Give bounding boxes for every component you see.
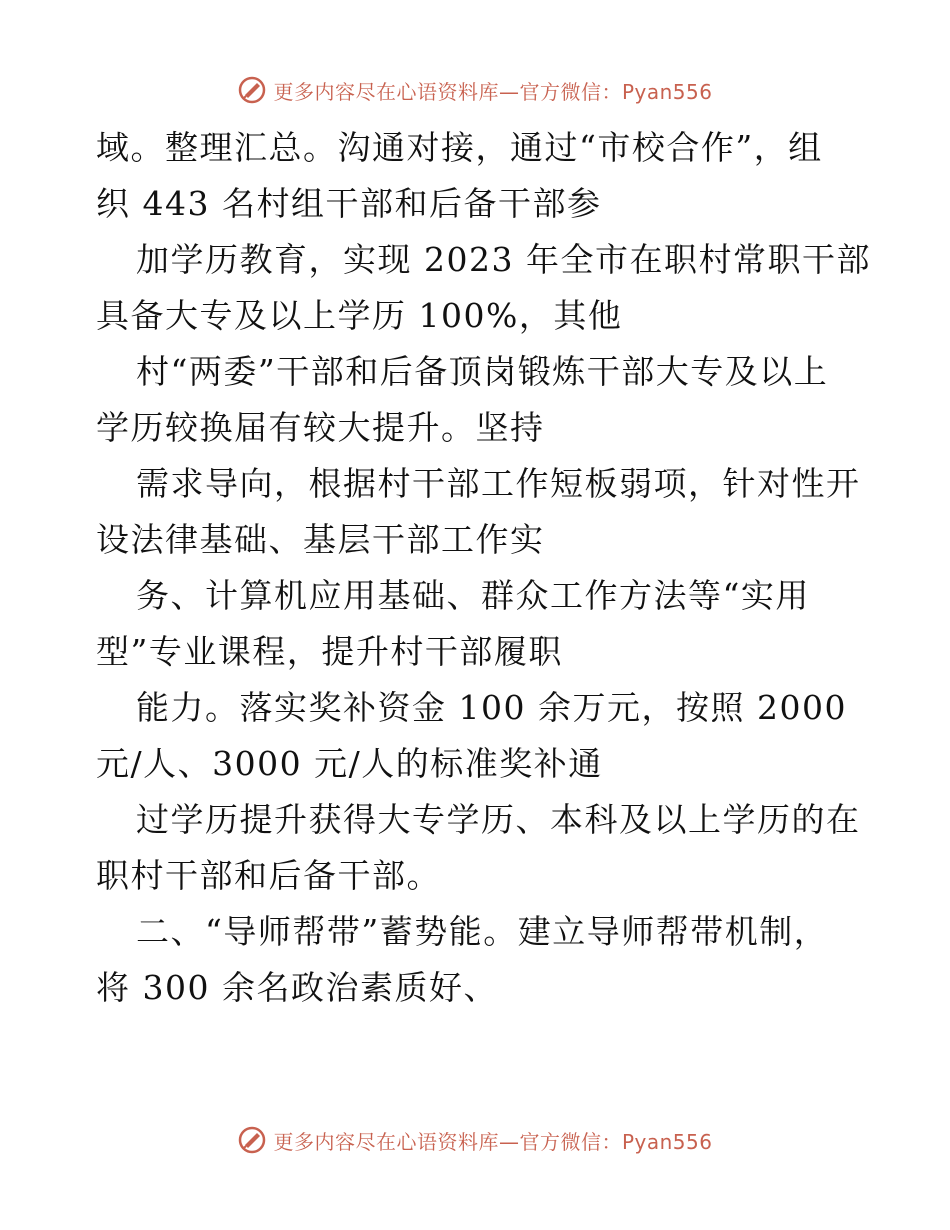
text-line: 加学历教育，实现 2023 年全市在职村常职干部 [136,240,871,279]
logo-icon [237,1125,267,1155]
logo-icon [237,75,267,105]
text-line: 织 443 名村组干部和后备干部参 [96,184,602,223]
text-line: 元/人、3000 元/人的标准奖补通 [96,744,603,783]
text-line: 域。整理汇总。沟通对接，通过“市校合作”，组 [96,128,823,167]
text-line: 具备大专及以上学历 100%，其他 [96,296,623,335]
document-body [96,120,871,1016]
footer-banner-text: 更多内容尽在心语资料库—官方微信：Pyan556 [273,1129,713,1154]
text-line: 务、计算机应用基础、群众工作方法等“实用 [136,576,810,615]
text-line: 能力。落实奖补资金 100 余万元，按照 2000 [136,688,847,727]
text-line: 学历较换届有较大提升。坚持 [96,408,545,447]
text-line: 过学历提升获得大专学历、本科及以上学历的在 [136,800,861,839]
text-line: 职村干部和后备干部。 [96,856,441,895]
text-line: 二、“导师帮带”蓄势能。建立导师帮带机制， [136,912,829,951]
header-banner [0,70,950,110]
text-line: 需求导向，根据村干部工作短板弱项，针对性开 [136,464,861,503]
text-line: 村“两委”干部和后备顶岗锻炼干部大专及以上 [136,352,829,391]
text-line: 设法律基础、基层干部工作实 [96,520,545,559]
text-line: 型”专业课程，提升村干部履职 [96,632,563,671]
footer-banner [0,1120,950,1160]
text-line: 将 300 余名政治素质好、 [96,968,498,1007]
header-banner-text: 更多内容尽在心语资料库—官方微信：Pyan556 [273,79,713,104]
